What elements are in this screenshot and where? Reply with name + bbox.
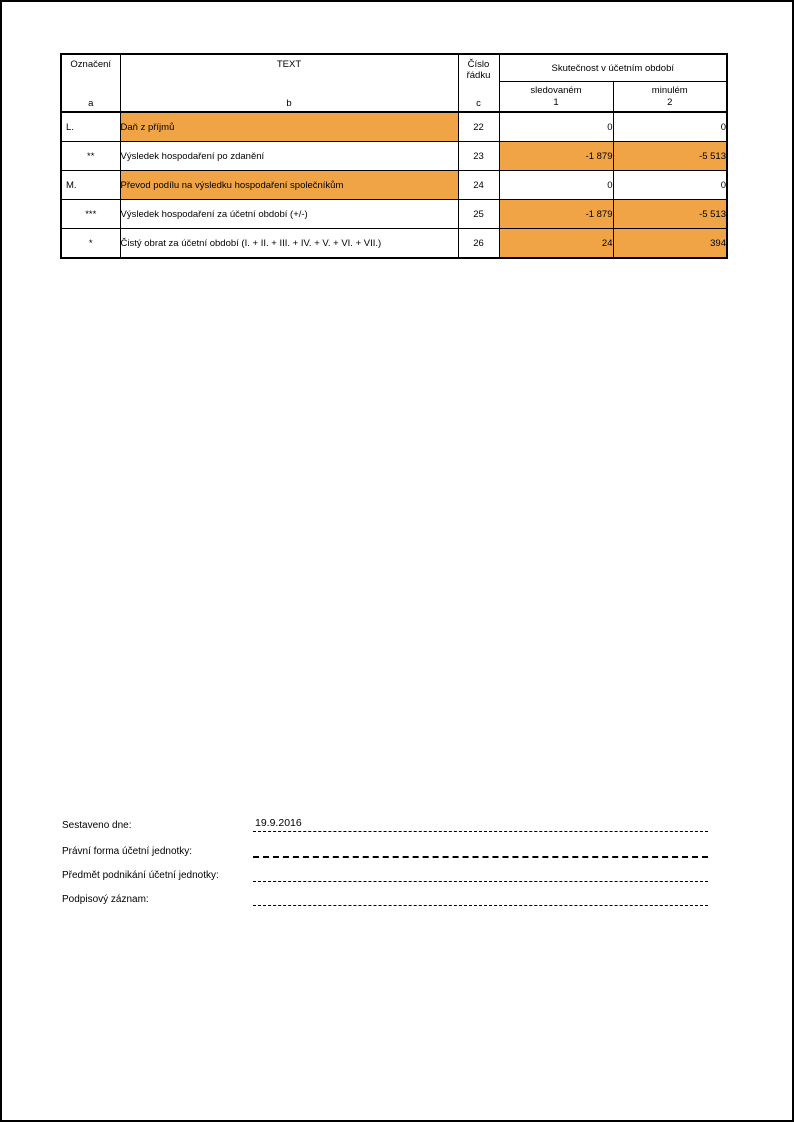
footer-label: Předmět podnikání účetní jednotky: xyxy=(62,870,219,881)
cell-sledovane: -1 879 xyxy=(499,142,613,171)
footer-fill-line xyxy=(253,863,708,882)
header-skutecnost: Skutečnost v účetním období xyxy=(499,54,727,82)
footer-fill-line xyxy=(253,887,708,906)
header-cislo-line2: řádku xyxy=(466,70,491,81)
header-text xyxy=(120,54,458,112)
header-minule-num: 2 xyxy=(667,96,673,108)
header-cislo-radku xyxy=(458,54,499,112)
cell-minule: 0 xyxy=(613,112,727,142)
cell-text: Výsledek hospodaření za účetní období (+/-) xyxy=(120,200,458,229)
footer-label: Podpisový záznam: xyxy=(62,894,149,905)
footer-row xyxy=(62,840,708,858)
cell-text: Převod podílu na výsledku hospodaření společníkům xyxy=(120,171,458,200)
footer-label: Sestaveno dne: xyxy=(62,820,132,831)
cell-radek: 25 xyxy=(458,200,499,229)
cell-text: Výsledek hospodaření po zdanění xyxy=(120,142,458,171)
table-row xyxy=(61,229,727,259)
cell-radek: 24 xyxy=(458,171,499,200)
header-text-label: TEXT xyxy=(276,59,302,70)
header-oznaceni xyxy=(61,54,120,112)
header-oznaceni-label: Označení xyxy=(70,59,112,70)
footer-row xyxy=(62,864,708,882)
footer-fill-line xyxy=(253,813,708,832)
cell-text: Daň z příjmů xyxy=(120,112,458,142)
header-minule-label: minulém xyxy=(651,84,688,96)
header-text-sub: b xyxy=(286,98,292,109)
cell-sledovane: 0 xyxy=(499,171,613,200)
table-body xyxy=(61,112,727,258)
cell-sledovane: -1 879 xyxy=(499,200,613,229)
table-row xyxy=(61,200,727,229)
financial-statement-table xyxy=(60,53,728,259)
header-cislo-line1: Číslo xyxy=(467,59,490,70)
table-row xyxy=(61,171,727,200)
cell-oznaceni: L. xyxy=(61,112,120,142)
header-cislo-sub: c xyxy=(476,98,481,109)
table-row xyxy=(61,112,727,142)
cell-sledovane: 24 xyxy=(499,229,613,259)
footer-fields xyxy=(62,814,708,914)
cell-oznaceni: ** xyxy=(61,142,120,171)
cell-radek: 23 xyxy=(458,142,499,171)
cell-oznaceni: M. xyxy=(61,171,120,200)
cell-text: Čistý obrat za účetní období (I. + II. + III. + IV. + V. + VI. + VII.) xyxy=(120,229,458,259)
header-sledovane-label: sledovaném xyxy=(530,84,582,96)
header-sledovane-num: 1 xyxy=(553,96,559,108)
table-row xyxy=(61,142,727,171)
cell-oznaceni: *** xyxy=(61,200,120,229)
cell-minule: -5 513 xyxy=(613,200,727,229)
cell-minule: 394 xyxy=(613,229,727,259)
footer-row xyxy=(62,814,708,832)
header-oznaceni-sub: a xyxy=(88,98,94,109)
footer-fill-line xyxy=(253,838,708,858)
cell-minule: -5 513 xyxy=(613,142,727,171)
footer-row xyxy=(62,888,708,906)
cell-sledovane: 0 xyxy=(499,112,613,142)
cell-minule: 0 xyxy=(613,171,727,200)
table-header xyxy=(61,54,727,112)
header-minule xyxy=(613,82,727,113)
header-sledovane xyxy=(499,82,613,113)
cell-radek: 26 xyxy=(458,229,499,259)
cell-radek: 22 xyxy=(458,112,499,142)
cell-oznaceni: * xyxy=(61,229,120,259)
footer-value: 19.9.2016 xyxy=(255,817,302,829)
footer-label: Právní forma účetní jednotky: xyxy=(62,846,193,857)
